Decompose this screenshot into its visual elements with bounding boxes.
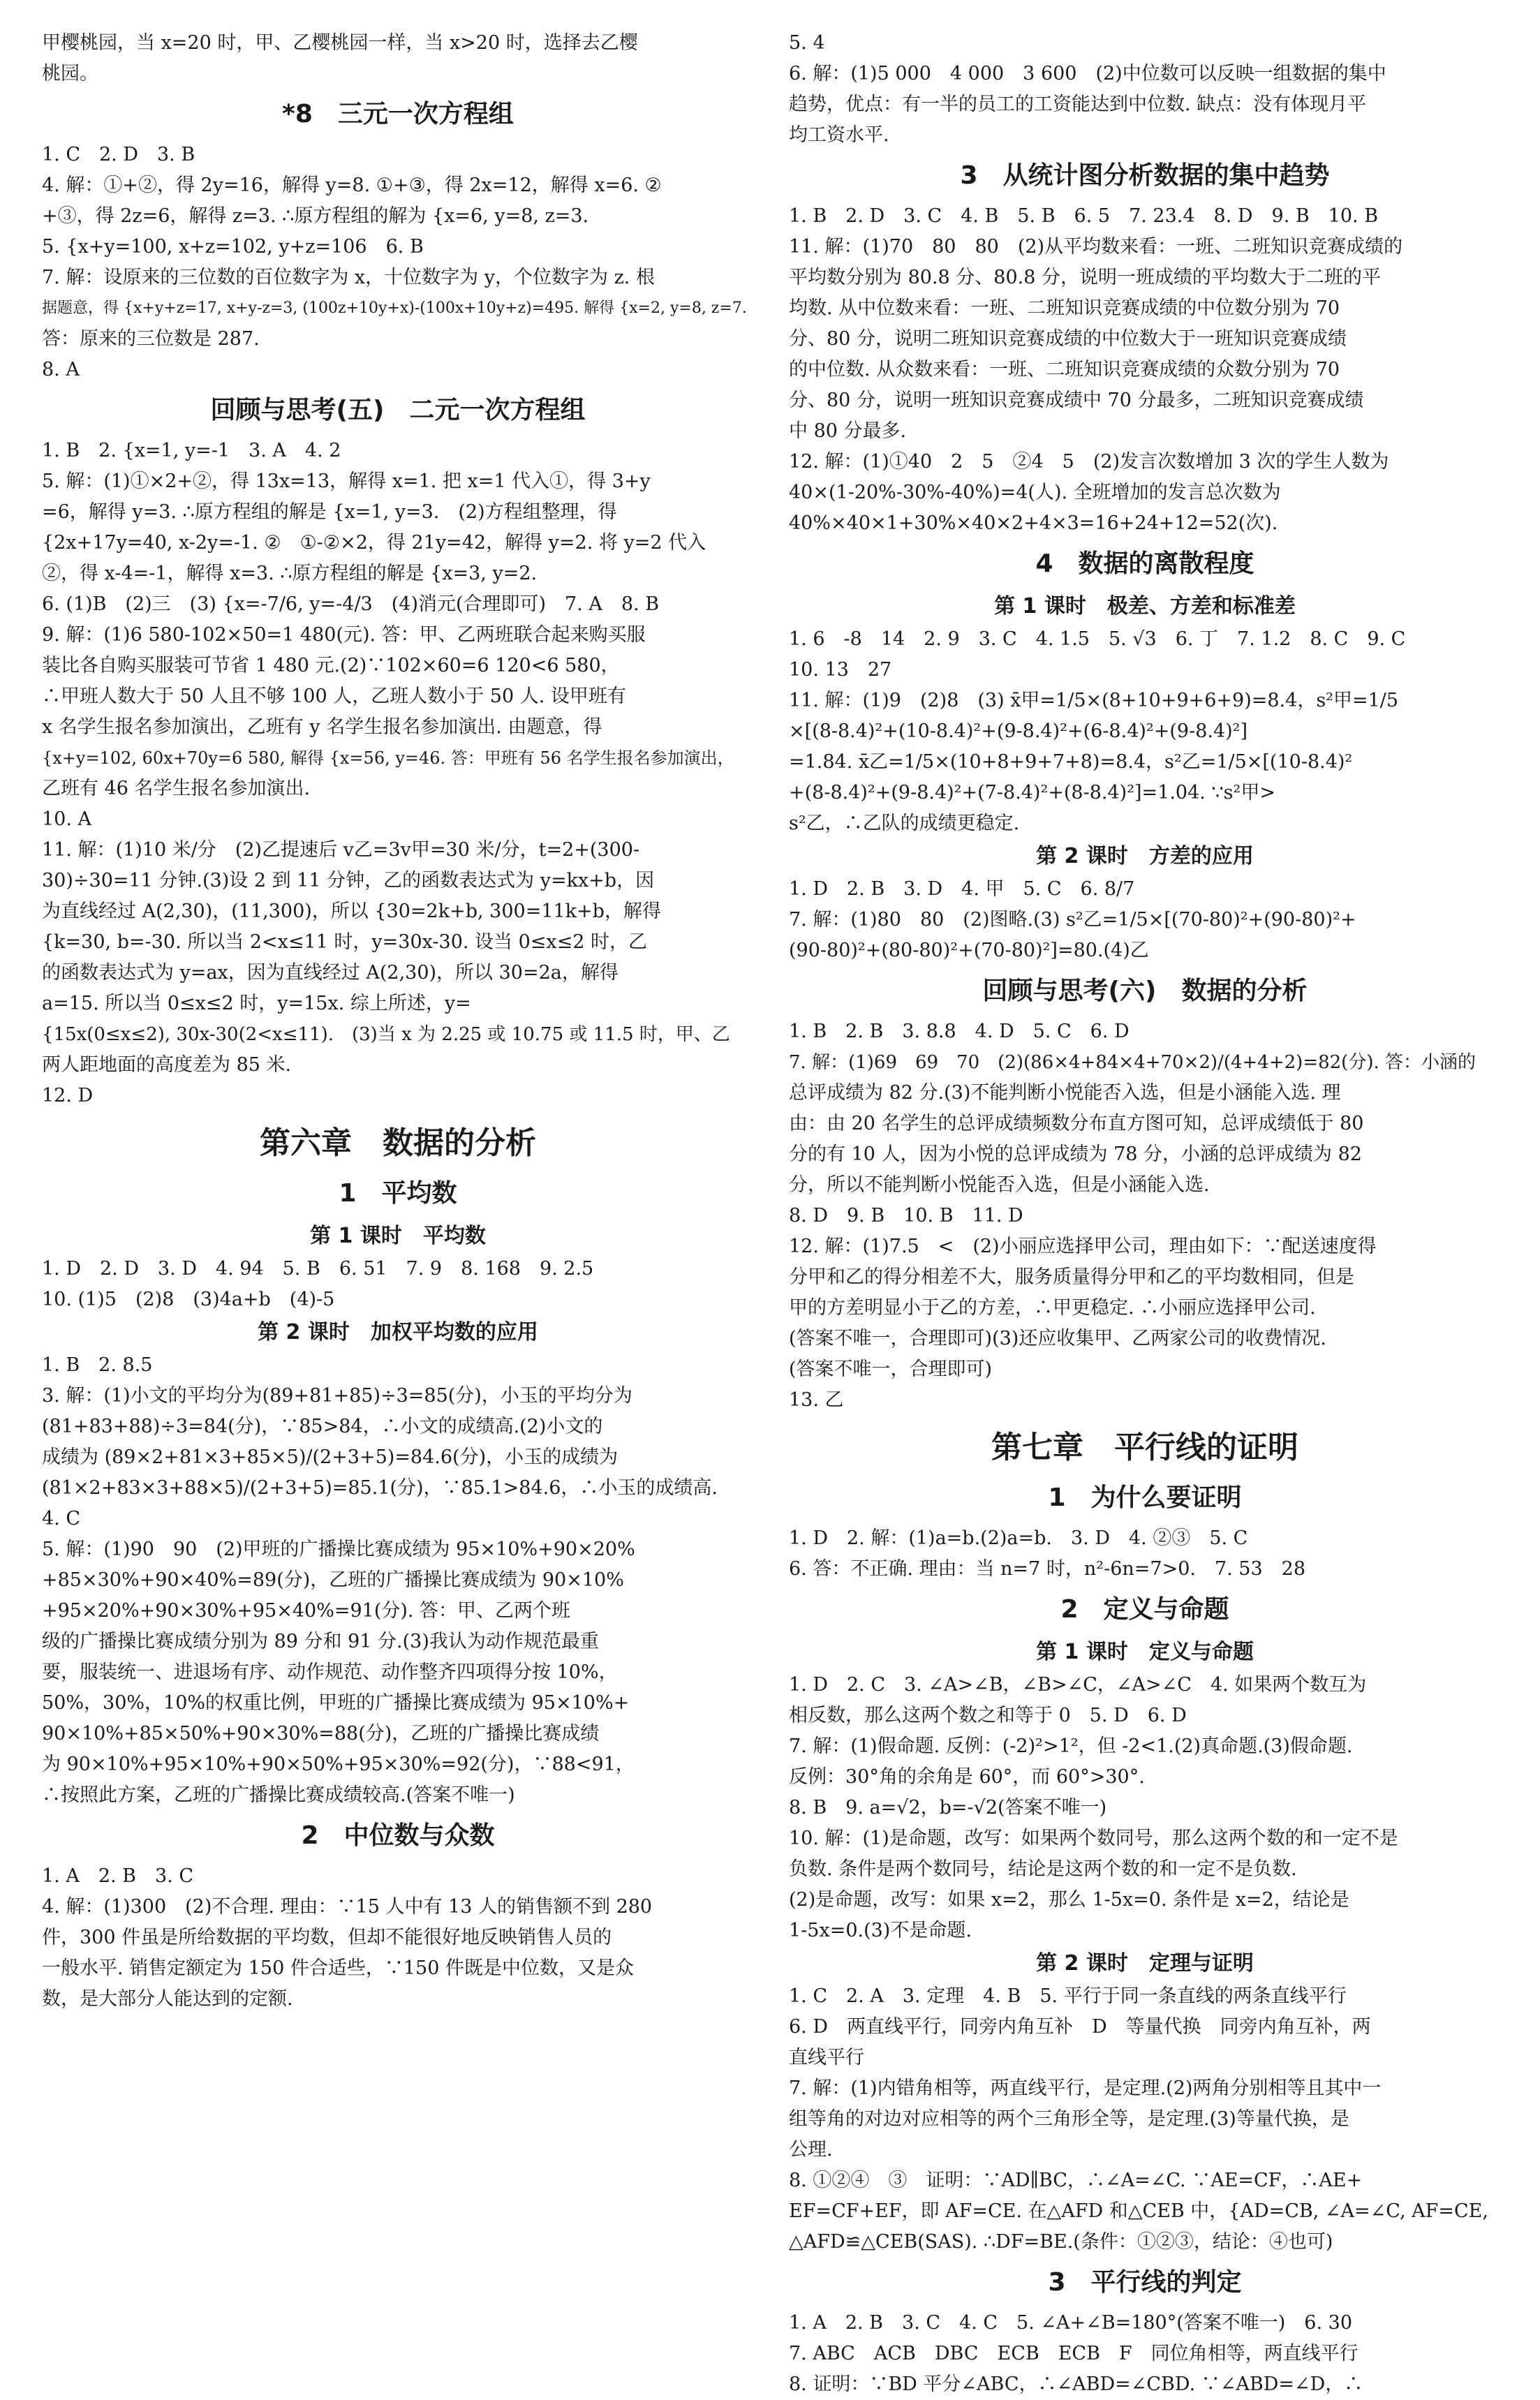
answer-line: 1. D 2. B 3. D 4. 甲 5. C 6. 8/7 xyxy=(789,878,1135,900)
answer-line: 1. B 2. B 3. 8.8 4. D 5. C 6. D xyxy=(789,1021,1130,1042)
answer-line: 两人距地面的高度差为 85 米. xyxy=(42,1054,292,1076)
answer-line: =1.84. x̄乙=1/5×(10+8+9+7+8)=8.4，s²乙=1/5×[(10-8.4)² xyxy=(789,751,1353,773)
answer-line: 1. B 2. D 3. C 4. B 5. B 6. 5 7. 23.4 8. D 9. B 10. B xyxy=(789,205,1379,227)
answer-line: 公理. xyxy=(789,2139,833,2161)
answer-line: ∴按照此方案，乙班的广播操比赛成绩较高.(答案不唯一) xyxy=(42,1784,515,1806)
answer-line: 趋势，优点：有一半的员工的工资能达到中位数. 缺点：没有体现月平 xyxy=(789,94,1367,115)
answer-line: 8. ①②④ ③ 证明：∵AD∥BC，∴∠A=∠C. ∵AE=CF，∴AE+ xyxy=(789,2170,1363,2191)
answer-line: 甲樱桃园，当 x=20 时，甲、乙樱桃园一样，当 x>20 时，选择去乙樱 xyxy=(42,32,638,54)
answer-line: 分的有 10 人，因为小悦的总评成绩为 78 分，小涵的总评成绩为 82 xyxy=(789,1143,1362,1165)
answer-line: 7. 解：(1)假命题. 反例：(-2)²>1²，但 -2<1.(2)真命题.(3)假命题. xyxy=(789,1735,1353,1757)
section-heading: 1 平均数 xyxy=(339,1179,457,1208)
answer-line: +95×20%+90×30%+95×40%=91(分). 答：甲、乙两个班 xyxy=(42,1600,571,1622)
answer-line: 的中位数. 从众数来看：一班、二班知识竞赛成绩的众数分别为 70 xyxy=(789,359,1340,380)
lesson-heading: 第 2 课时 方差的应用 xyxy=(1036,844,1254,868)
answer-line: 6. (1)B (2)三 (3) {x=-7/6, y=-4/3 (4)消元(合理即可) 7. A 8. B xyxy=(42,593,660,615)
answer-line: 1. C 2. A 3. 定理 4. B 5. 平行于同一条直线的两条直线平行 xyxy=(789,1985,1347,2007)
answer-line: +(8-8.4)²+(9-8.4)²+(7-8.4)²+(8-8.4)²]=1.04. ∵s²甲> xyxy=(789,782,1275,803)
answer-line: 为直线经过 A(2,30)，(11,300)，所以 {30=2k+b, 300=11k+b，解得 xyxy=(42,901,661,922)
answer-line: {2x+17y=40, x-2y=-1. ② ①-②×2，得 21y=42，解得 y=2. 将 y=2 代入 xyxy=(42,532,706,554)
answer-line: 均数. 从中位数来看：一班、二班知识竞赛成绩的中位数分别为 70 xyxy=(789,297,1340,319)
chapter-heading: 第六章 数据的分析 xyxy=(260,1125,536,1161)
answer-line: 1. B 2. 8.5 xyxy=(42,1354,153,1376)
answer-line: 件，300 件虽是所给数据的平均数，但却不能很好地反映销售人员的 xyxy=(42,1927,612,1948)
answer-line: 一般水平. 销售定额定为 150 件合适些，∵150 件既是中位数，又是众 xyxy=(42,1957,634,1979)
lesson-heading: 第 1 课时 定义与命题 xyxy=(1036,1640,1254,1664)
answer-line: 要，服装统一、进退场有序、动作规范、动作整齐四项得分按 10%， xyxy=(42,1661,618,1683)
answer-line: 的函数表达式为 y=ax，因为直线经过 A(2,30)，所以 30=2a，解得 xyxy=(42,962,619,984)
answer-line: 分，所以不能判断小悦能否入选，但是小涵能入选. xyxy=(789,1174,1210,1196)
answer-line: x 名学生报名参加演出，乙班有 y 名学生报名参加演出. 由题意，得 xyxy=(42,716,602,738)
answer-line: 分甲和乙的得分相差不大，服务质量得分甲和乙的平均数相同，但是 xyxy=(789,1266,1354,1288)
answer-line: 7. 解：(1)内错角相等，两直线平行，是定理.(2)两角分别相等且其中一 xyxy=(789,2077,1382,2099)
chapter-heading: 第七章 平行线的证明 xyxy=(991,1430,1298,1465)
answer-line: 1. A 2. B 3. C xyxy=(42,1865,194,1887)
answer-line: 10. (1)5 (2)8 (3)4a+b (4)-5 xyxy=(42,1289,335,1310)
answer-line: 5. {x+y=100, x+z=102, y+z=106 6. B xyxy=(42,236,424,258)
answer-line: {k=30, b=-30. 所以当 2<x≤11 时，y=30x-30. 设当 0≤x≤2 时，乙 xyxy=(42,931,648,953)
answer-line: 分、80 分，说明一班知识竞赛成绩中 70 分最多，二班知识竞赛成绩 xyxy=(789,390,1364,411)
answer-line: ②，得 x-4=-1，解得 x=3. ∴原方程组的解是 {x=3, y=2. xyxy=(42,563,538,584)
answer-line: 1. D 2. D 3. D 4. 94 5. B 6. 51 7. 9 8. 168 9. 2.5 xyxy=(42,1258,594,1280)
answer-line: 8. D 9. B 10. B 11. D xyxy=(789,1205,1023,1227)
section-heading: 4 数据的离散程度 xyxy=(1035,549,1254,578)
answer-line: 桃园。 xyxy=(42,63,98,84)
answer-line: (81×2+83×3+88×5)/(2+3+5)=85.1(分)，∵85.1>84.6，∴小玉的成绩高. xyxy=(42,1477,718,1499)
answer-line: 5. 解：(1)①×2+②，得 13x=13，解得 x=1. 把 x=1 代入①，得 3+y xyxy=(42,471,651,492)
section-heading: 3 平行线的判定 xyxy=(1048,2268,1242,2297)
answer-line: 7. ABC ACB DBC ECB ECB F 同位角相等，两直线平行 xyxy=(789,2343,1358,2364)
answer-line: 40×(1-20%-30%-40%)=4(人). 全班增加的发言总次数为 xyxy=(789,482,1281,503)
answer-line: {15x(0≤x≤2), 30x-30(2<x≤11). (3)当 x 为 2.25 或 10.75 或 11.5 时，甲、乙 xyxy=(42,1024,730,1045)
answer-line: 30)÷30=11 分钟.(3)设 2 到 11 分钟，乙的函数表达式为 y=kx+b，因 xyxy=(42,870,655,891)
answer-line: 12. 解：(1)7.5 < (2)小丽应选择甲公司，理由如下：∵配送速度得 xyxy=(789,1236,1377,1257)
answer-line: =6，解得 y=3. ∴原方程组的解是 {x=1, y=3. (2)方程组整理，得 xyxy=(42,501,617,523)
section-heading: 3 从统计图分析数据的集中趋势 xyxy=(960,161,1330,190)
answer-line: 乙班有 46 名学生报名参加演出. xyxy=(42,778,311,799)
answer-line: 11. 解：(1)9 (2)8 (3) x̄甲=1/5×(8+10+9+6+9)=8.4，s²甲=1/5 xyxy=(789,690,1399,711)
right-column xyxy=(789,28,1501,2395)
answer-line: 直线平行 xyxy=(789,2047,864,2068)
answer-line: 50%，30%，10%的权重比例，甲班的广播操比赛成绩为 95×10%+ xyxy=(42,1692,630,1714)
answer-line: 8. 证明：∵BD 平分∠ABC，∴∠ABD=∠CBD. ∵∠ABD=∠D，∴ xyxy=(789,2373,1363,2395)
answer-line: 均工资水平. xyxy=(789,124,889,146)
answer-line: 40%×40×1+30%×40×2+4×3=16+24+12=52(次). xyxy=(789,512,1278,534)
answer-line: 9. 解：(1)6 580-102×50=1 480(元). 答：甲、乙两班联合起来购买服 xyxy=(42,624,646,646)
answer-line: 1. D 2. 解：(1)a=b.(2)a=b. 3. D 4. ②③ 5. C xyxy=(789,1527,1248,1549)
answer-line: 据题意，得 {x+y+z=17, x+y-z=3, (100z+10y+x)-(100x+10y+z)=495. 解得 {x=2, y=8, z=7. xyxy=(42,299,747,317)
answer-line: +85×30%+90×40%=89(分)，乙班的广播操比赛成绩为 90×10% xyxy=(42,1569,624,1591)
answer-line: (90-80)²+(80-80)²+(70-80)²]=80.(4)乙 xyxy=(789,940,1149,961)
section-heading: 1 为什么要证明 xyxy=(1048,1483,1242,1512)
answer-line: 甲的方差明显小于乙的方差，∴甲更稳定. ∴小丽应选择甲公司. xyxy=(789,1297,1316,1319)
answer-line: 7. 解：(1)80 80 (2)图略.(3) s²乙=1/5×[(70-80)²+(90-80)²+ xyxy=(789,909,1356,931)
answer-line: 11. 解：(1)70 80 80 (2)从平均数来看：一班、二班知识竞赛成绩的 xyxy=(789,236,1403,258)
answer-line: 4. C xyxy=(42,1508,81,1529)
answer-line: 10. A xyxy=(42,808,92,830)
answer-line: 6. 解：(1)5 000 4 000 3 600 (2)中位数可以反映一组数据的集中 xyxy=(789,63,1386,84)
answer-line: 3. 解：(1)小文的平均分为(89+81+85)÷3=85(分)，小玉的平均分为 xyxy=(42,1385,632,1407)
answer-line: {x+y=102, 60x+70y=6 580, 解得 {x=56, y=46. 答：甲班有 56 名学生报名参加演出， xyxy=(42,748,734,768)
answer-line: 10. 13 27 xyxy=(789,659,892,681)
answer-line: 13. 乙 xyxy=(789,1389,844,1411)
answer-line: 1. D 2. C 3. ∠A>∠B，∠B>∠C，∠A>∠C 4. 如果两个数互为 xyxy=(789,1674,1367,1696)
answer-line: 由：由 20 名学生的总评成绩频数分布直方图可知，总评成绩低于 80 xyxy=(789,1113,1364,1134)
answer-line: 4. 解：①+②，得 2y=16，解得 y=8. ①+③，得 2x=12，解得 x=6. ② xyxy=(42,175,662,196)
answer-line: 为 90×10%+95×10%+90×50%+95×30%=92(分)，∵88<91， xyxy=(42,1754,635,1775)
answer-line: 12. 解：(1)①40 2 5 ②4 5 (2)发言次数增加 3 次的学生人数为 xyxy=(789,451,1389,473)
answer-line: △AFD≌△CEB(SAS). ∴DF=BE.(条件：①②③，结论：④也可) xyxy=(789,2231,1333,2253)
lesson-heading: 第 1 课时 平均数 xyxy=(310,1224,486,1248)
answer-line: 11. 解：(1)10 米/分 (2)乙提速后 v乙=3v甲=30 米/分，t=2+(300- xyxy=(42,839,640,861)
answer-line: 答：原来的三位数是 287. xyxy=(42,328,260,350)
answer-line: 成绩为 (89×2+81×3+85×5)/(2+3+5)=84.6(分)，小玉的成绩为 xyxy=(42,1446,619,1468)
section-heading: 2 定义与命题 xyxy=(1060,1595,1229,1624)
answer-line: 平均数分别为 80.8 分、80.8 分，说明一班成绩的平均数大于二班的平 xyxy=(789,267,1381,288)
answer-line: 4. 解：(1)300 (2)不合理. 理由：∵15 人中有 13 人的销售额不到 280 xyxy=(42,1896,653,1918)
answer-line: 90×10%+85×50%+90×30%=88(分)，乙班的广播操比赛成绩 xyxy=(42,1723,600,1745)
lesson-heading: 第 2 课时 加权平均数的应用 xyxy=(258,1320,538,1345)
lesson-heading: 第 2 课时 定理与证明 xyxy=(1036,1951,1254,1976)
left-column xyxy=(42,28,754,2185)
answer-line: 1. A 2. B 3. C 4. C 5. ∠A+∠B=180°(答案不唯一) 6. 30 xyxy=(789,2312,1353,2334)
answer-line: 12. D xyxy=(42,1085,94,1106)
answer-line: 10. 解：(1)是命题，改写：如果两个数同号，那么这两个数的和一定不是 xyxy=(789,1828,1398,1849)
answer-line: 1. B 2. {x=1, y=-1 3. A 4. 2 xyxy=(42,440,341,461)
answer-line: (答案不唯一，合理即可)(3)还应收集甲、乙两家公司的收费情况. xyxy=(789,1328,1326,1349)
answer-line: 总评成绩为 82 分.(3)不能判断小悦能否入选，但是小涵能入选. 理 xyxy=(789,1082,1341,1104)
lesson-heading: 第 1 课时 极差、方差和标准差 xyxy=(994,594,1296,618)
answer-line: ×[(8-8.4)²+(10-8.4)²+(9-8.4)²+(6-8.4)²+(9-8.4)²] xyxy=(789,720,1248,742)
answer-line: 1-5x=0.(3)不是命题. xyxy=(789,1920,972,1941)
answer-line: 负数. 条件是两个数同号，结论是这两个数的和一定不是负数. xyxy=(789,1858,1297,1880)
answer-line: (81+83+88)÷3=84(分)，∵85>84，∴小文的成绩高.(2)小文的 xyxy=(42,1416,603,1437)
answer-line: 分、80 分，说明二班知识竞赛成绩的中位数大于一班知识竞赛成绩 xyxy=(789,328,1347,350)
answer-line: 数，是大部分人能达到的定额. xyxy=(42,1988,293,2010)
answer-line: 8. A xyxy=(42,359,80,380)
answer-line: s²乙，∴乙队的成绩更稳定. xyxy=(789,813,1020,834)
answer-line: 反例：30°角的余角是 60°，而 60°>30°. xyxy=(789,1766,1145,1788)
answer-line: 中 80 分最多. xyxy=(789,420,907,442)
answer-line: 8. B 9. a=√2，b=-√2(答案不唯一) xyxy=(789,1797,1107,1818)
answer-line: ∴甲班人数大于 50 人且不够 100 人，乙班人数小于 50 人. 设甲班有 xyxy=(42,686,626,707)
answer-line: a=15. 所以当 0≤x≤2 时，y=15x. 综上所述，y= xyxy=(42,993,471,1014)
answer-line: 5. 4 xyxy=(789,32,825,54)
section-heading: *8 三元一次方程组 xyxy=(282,100,514,128)
answer-line: 1. 6 -8 14 2. 9 3. C 4. 1.5 5. √3 6. 丁 7. 1.2 8. C 9. C xyxy=(789,628,1406,650)
answer-line: 装比各自购买服装可节省 1 480 元.(2)∵102×60=6 120<6 580， xyxy=(42,655,620,676)
answer-line: 7. 解：(1)69 69 70 (2)(86×4+84×4+70×2)/(4+4+2)=82(分). 答：小涵的 xyxy=(789,1052,1476,1073)
answer-line: 1. C 2. D 3. B xyxy=(42,144,195,165)
answer-line: 6. 答：不正确. 理由：当 n=7 时，n²-6n=7>0. 7. 53 28 xyxy=(789,1558,1306,1580)
answer-line: 组等角的对边对应相等的两个三角形全等，是定理.(3)等量代换，是 xyxy=(789,2108,1349,2130)
section-heading: 回顾与思考(六) 数据的分析 xyxy=(982,977,1308,1005)
answer-line: 5. 解：(1)90 90 (2)甲班的广播操比赛成绩为 95×10%+90×20% xyxy=(42,1539,635,1560)
answer-line: 相反数，那么这两个数之和等于 0 5. D 6. D xyxy=(789,1705,1187,1726)
answer-line: (2)是命题，改写：如果 x=2，那么 1-5x=0. 条件是 x=2，结论是 xyxy=(789,1889,1349,1911)
answer-line: 7. 解：设原来的三位数的百位数字为 x，十位数字为 y，个位数字为 z. 根 xyxy=(42,267,655,288)
answer-line: +③，得 2z=6，解得 z=3. ∴原方程组的解为 {x=6, y=8, z=3. xyxy=(42,205,589,227)
answer-line: 6. D 两直线平行，同旁内角互补 D 等量代换 同旁内角互补，两 xyxy=(789,2016,1371,2038)
answer-line: EF=CF+EF，即 AF=CE. 在△AFD 和△CEB 中，{AD=CB, ∠A=∠C, AF=CE, xyxy=(789,2200,1488,2222)
section-heading: 回顾与思考(五) 二元一次方程组 xyxy=(210,396,586,424)
answer-line: (答案不唯一，合理即可) xyxy=(789,1358,993,1380)
answer-line: 级的广播操比赛成绩分别为 89 分和 91 分.(3)我认为动作规范最重 xyxy=(42,1631,599,1652)
section-heading: 2 中位数与众数 xyxy=(301,1821,495,1850)
